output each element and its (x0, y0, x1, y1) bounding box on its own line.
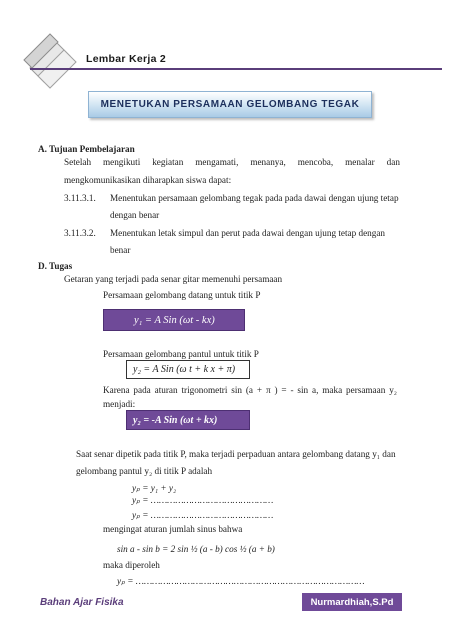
word: Setelah (64, 157, 92, 167)
section-a-intro-line2: mengkomunikasikan diharapkan siswa dapat: (64, 175, 232, 185)
incoming-wave-label: Persamaan gelombang datang untuk titik P (103, 290, 261, 300)
worksheet-title: Lembar Kerja 2 (86, 53, 167, 65)
trig-statement-cont: menjadi: (103, 399, 136, 409)
footer-author: Nurmardhiah,S.Pd (302, 593, 402, 611)
superposition-eq: yₚ = y₁ + y₂ (132, 483, 177, 493)
word: mencoba, (297, 157, 334, 167)
word: mengamati, (195, 157, 239, 167)
trig-line: Karena pada aturan trigonometri sin (a + π ) = - sin a, maka persamaan y₂ (103, 385, 397, 395)
section-d-heading: D. Tugas (38, 261, 73, 271)
objective-text-cont: benar (110, 245, 131, 255)
objective-text: Menentukan letak simpul dan perut pada dawai dengan ujung tetap dengan (110, 228, 386, 238)
section-d-intro: Getaran yang terjadi pada senar gitar memenuhi persamaan (64, 274, 283, 284)
objective-text: Menentukan persamaan gelombang tegak pada pada dawai dengan ujung tetap (110, 193, 399, 203)
word: kegiatan (152, 157, 184, 167)
word: menanya, (250, 157, 286, 167)
footer-subject: Bahan Ajar Fisika (40, 597, 124, 608)
recall-statement: mengingat aturan jumlah sinus bahwa (103, 524, 243, 534)
result-formula: y₂ = -A Sin (ωt + kx) (126, 410, 250, 430)
plucked-statement: Saat senar dipetik pada titik P, maka terjadi perpaduan antara gelombang datang y₁ dan (76, 449, 396, 459)
objective-text-cont: dengan benar (110, 210, 160, 220)
answer-line: yₚ = ……………………………………… (132, 495, 274, 505)
header-bar (0, 52, 452, 72)
topic-banner (88, 91, 372, 118)
objective-number: 3.11.3.1. (64, 193, 96, 203)
plucked-statement-cont: gelombang pantul y₂ di titik P adalah (76, 466, 213, 476)
obtained-statement: maka diperoleh (103, 560, 160, 570)
incoming-wave-formula: y₁ = A Sin (ωt - kx) (103, 309, 245, 331)
reflected-wave-label: Persamaan gelombang pantul untuk titik P (103, 349, 259, 359)
word: menalar (345, 157, 375, 167)
section-a-intro (64, 156, 400, 168)
word: dan (386, 157, 400, 167)
section-a-heading: A. Tujuan Pembelajaran (38, 144, 135, 154)
topic-title: MENETUKAN PERSAMAAN GELOMBANG TEGAK (100, 99, 360, 110)
trig-statement (103, 384, 397, 396)
answer-line: yₚ = ………………………………………………………………………… (117, 576, 365, 586)
objective-number: 3.11.3.2. (64, 228, 96, 238)
word: mengikuti (102, 157, 141, 167)
sine-identity: sin a - sin b = 2 sin ½ (a - b) cos ½ (a + b) (117, 544, 275, 554)
answer-line: yₚ = ……………………………………… (132, 510, 274, 520)
reflected-wave-formula: y₂ = A Sin (ω t + k x + π) (126, 360, 250, 379)
